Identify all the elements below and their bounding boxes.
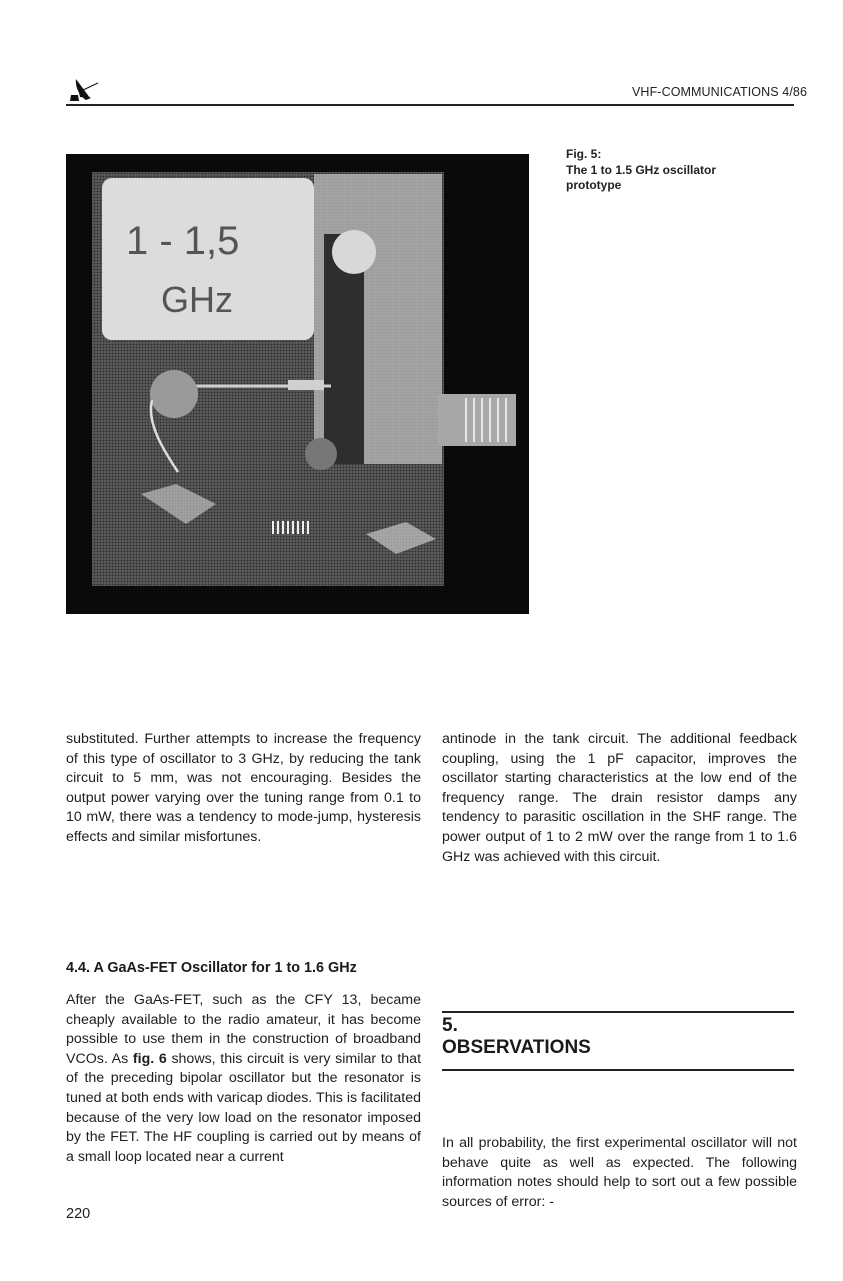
trimmer-capacitor [332,230,376,274]
oscillator-prototype-photo [66,154,529,614]
figure-reference: fig. 6 [132,1050,167,1067]
section-rule-bottom [442,1069,794,1071]
figure-caption [566,147,796,194]
running-head: VHF-COMMUNICATIONS 4/86 [632,85,807,99]
body-text: shows, this circuit is very similar to that of the preceding bipolar oscillator but the resonator is tuned at both ends with varicap diodes. This is facilitated because of the very low load on the resonator imposed by the FET. The HF coupling is carried out by means of a small loop located near a current [66,1050,422,1165]
right-column-paragraph-2 [442,1134,797,1212]
sma-connector [438,394,516,446]
left-column-paragraph-2 [66,991,421,1167]
section-title: OBSERVATIONS [442,1037,591,1058]
varicap-diode [150,370,198,418]
section-rule-top [442,1011,794,1013]
handwriting-unit: GHz [161,279,233,320]
right-column-paragraph-1 [442,730,797,867]
page-number: 220 [66,1206,91,1222]
resistor [288,380,324,390]
header-rule [66,104,794,106]
left-column-paragraph-1 [66,730,421,848]
gaas-fet [305,438,337,470]
figure-photo [66,154,529,614]
body-paragraph: antinode in the tank circuit. The additional feedback coupling, using the 1 pF capacitor, improves the oscillator starting characteristics at the low end of the frequency range. The drain resistor damps any tendency to parasitic oscillation in the SHF range. The power output of 1 to 2 mW over the range from 1 to 1.6 GHz was achieved with this circuit. [442,731,797,865]
body-text: After the GaAs-FET, such as the CFY 13, became cheaply available to the radio amateur, it has become possible to use them in the construction of broadband VCOs. As [66,992,421,1067]
section-heading-4-4: 4.4. A GaAs-FET Oscillator for 1 to 1.6 GHz [66,960,357,976]
satellite-dish-icon [66,77,110,103]
body-paragraph: In all probability, the first experimental oscillator will not behave quite as well as expected. The following information notes should help to sort out a few possible sources of error: - [442,1135,797,1210]
figure-caption-line: prototype [566,178,622,192]
handwriting-frequency: 1 - 1,5 [126,219,240,263]
body-paragraph: substituted. Further attempts to increase the frequency of this type of oscillator to 3 GHz, by reducing the tank circuit to 5 mm, was not encouraging. Besides the output power varying over the tuning range from 0.1 to 10 mW, there was a tendency to mode-jump, hysteresis effects and similar misfortunes. [66,731,421,845]
figure-label: Fig. 5: [566,147,602,161]
figure-caption-line: The 1 to 1.5 GHz oscillator [566,162,717,177]
section-heading-observations [442,1015,591,1059]
section-number: 5. [442,1015,458,1036]
body-paragraph [66,991,421,1167]
